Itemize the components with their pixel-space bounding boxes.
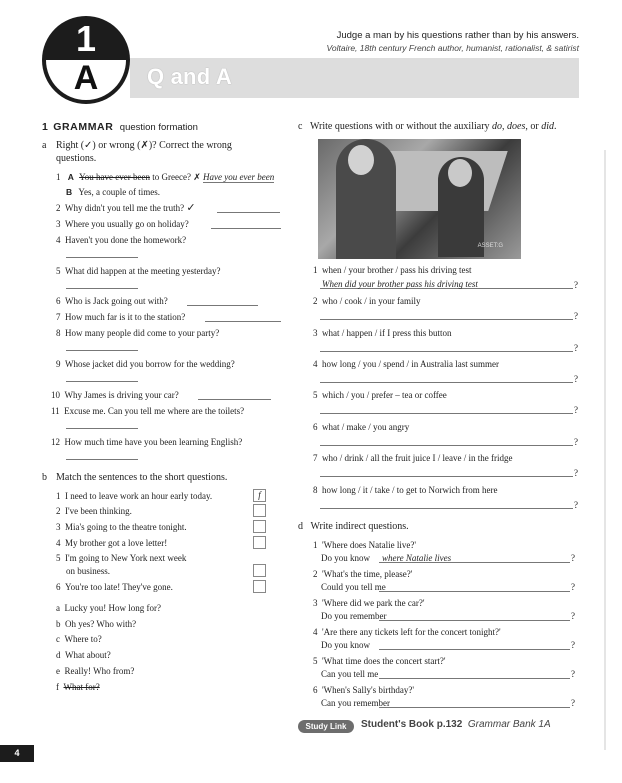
part-c-instruction: c Write questions with or without the auxiliary do, does, or did. xyxy=(298,121,557,132)
section-number: 1 xyxy=(42,121,48,133)
answer-line[interactable] xyxy=(211,228,281,229)
indirect-stem: Do you know xyxy=(321,553,370,563)
answer-box[interactable] xyxy=(253,504,266,517)
answer-line[interactable] xyxy=(379,591,570,592)
page-edge-divider xyxy=(604,150,606,750)
question-mark: ? xyxy=(574,280,578,290)
list-item: 5 I'm going to New York next week xyxy=(56,553,187,563)
short-question: b Oh yes? Who with? xyxy=(56,619,137,629)
answer-line[interactable] xyxy=(187,305,258,306)
part-a-example-b: B Yes, a couple of times. xyxy=(66,187,160,197)
question-prompt: 2 who / cook / in your family xyxy=(313,296,421,306)
question-mark: ? xyxy=(571,640,575,650)
answer-line[interactable] xyxy=(320,382,573,383)
example-answer: When did your brother pass his driving test xyxy=(322,279,478,289)
question-mark: ? xyxy=(574,405,578,415)
answer-line[interactable] xyxy=(66,459,138,460)
question-mark: ? xyxy=(574,437,578,447)
answer-line[interactable] xyxy=(198,399,271,400)
indirect-stem: Do you know xyxy=(321,640,370,650)
question-mark: ? xyxy=(574,468,578,478)
list-item: 12 How much time have you been learning English? xyxy=(51,437,243,447)
question-mark: ? xyxy=(571,553,575,563)
list-item-continued: on business. xyxy=(66,566,111,576)
answer-line[interactable] xyxy=(320,508,573,509)
answer-line[interactable] xyxy=(320,445,573,446)
part-a-letter: a xyxy=(42,140,47,151)
section-heading xyxy=(42,121,198,134)
part-d-instruction: d Write indirect questions. xyxy=(298,521,409,532)
list-item: 10 Why James is driving your car? xyxy=(51,390,179,400)
unit-badge xyxy=(42,16,130,104)
photo-label: ASSET:G xyxy=(477,243,503,249)
study-link-badge: Study Link xyxy=(298,720,354,733)
question-mark: ? xyxy=(574,343,578,353)
question-mark: ? xyxy=(571,611,575,621)
answer-line[interactable] xyxy=(379,678,570,679)
part-a-instruction-1: Right (✓) or wrong (✗)? Correct the wrong xyxy=(56,140,232,151)
answer-line[interactable] xyxy=(66,288,138,289)
answer-line[interactable] xyxy=(66,381,138,382)
list-item: 5 What did happen at the meeting yesterday? xyxy=(56,266,221,276)
answer-line[interactable] xyxy=(379,707,570,708)
indirect-stem: Do you remember xyxy=(321,611,387,621)
part-b-instruction: Match the sentences to the short questions. xyxy=(56,472,228,483)
question-prompt: 4 how long / you / spend / in Australia last summer xyxy=(313,359,499,369)
answer-line[interactable] xyxy=(379,620,570,621)
answer-line[interactable] xyxy=(320,476,573,477)
unit-number: 1 xyxy=(75,18,97,59)
struck-text: You have ever been xyxy=(79,172,150,182)
short-question: c Where to? xyxy=(56,634,102,644)
list-item: 4 Haven't you done the homework? xyxy=(56,235,187,245)
answer-box[interactable] xyxy=(253,580,266,593)
example-answer: where Natalie lives xyxy=(382,553,452,563)
question-prompt: 6 what / make / you angry xyxy=(313,422,410,432)
question-mark: ? xyxy=(571,582,575,592)
question-prompt: 1 when / your brother / pass his driving test xyxy=(313,265,472,275)
question-mark: ? xyxy=(574,311,578,321)
unit-letter: A xyxy=(46,60,126,100)
question-mark: ? xyxy=(571,669,575,679)
section-subtitle: question formation xyxy=(119,122,198,133)
list-item: 8 How many people did come to your party? xyxy=(56,328,220,338)
question-prompt: 5 which / you / prefer – tea or coffee xyxy=(313,390,447,400)
study-link-reference: Student's Book p.132 Grammar Bank 1A xyxy=(361,719,551,730)
photo-two-men-car xyxy=(318,139,521,259)
part-a-example: 1 A You have ever been to Greece? ✗ Have you ever been xyxy=(56,172,275,182)
part-a-instruction-2: questions. xyxy=(56,153,97,164)
answer-box[interactable] xyxy=(253,564,266,577)
indirect-stem: Can you remember xyxy=(321,698,390,708)
question-mark: ? xyxy=(574,500,578,510)
answer-line[interactable] xyxy=(66,257,138,258)
direct-question: 1 'Where does Natalie live?' xyxy=(313,540,416,550)
answer-line[interactable] xyxy=(320,351,573,352)
list-item: 6 You're too late! They've gone. xyxy=(56,582,173,592)
list-item: 7 How much far is it to the station? xyxy=(56,312,186,322)
page-number: 4 xyxy=(0,745,34,762)
direct-question: 3 'Where did we park the car?' xyxy=(313,598,425,608)
question-prompt: 8 how long / it / take / to get to Norwich from here xyxy=(313,485,498,495)
quote-text: Judge a man by his questions rather than by his answers. xyxy=(336,30,579,41)
indirect-stem: Could you tell me xyxy=(321,582,386,592)
short-question: d What about? xyxy=(56,650,111,660)
short-question: f What for? xyxy=(56,682,100,692)
list-item: 1 I need to leave work an hour early today. xyxy=(56,491,213,501)
answer-line[interactable] xyxy=(205,321,281,322)
answer-box[interactable]: f xyxy=(253,489,266,502)
part-b-letter: b xyxy=(42,472,47,483)
list-item: 6 Who is Jack going out with? xyxy=(56,296,168,306)
answer-line[interactable] xyxy=(379,649,570,650)
list-item: 3 Mia's going to the theatre tonight. xyxy=(56,522,187,532)
answer-box[interactable] xyxy=(253,520,266,533)
example-answer: Have you ever been xyxy=(203,172,275,182)
answer-box[interactable] xyxy=(253,536,266,549)
list-item: 4 My brother got a love letter! xyxy=(56,538,168,548)
question-mark: ? xyxy=(571,698,575,708)
list-item: 2 I've been thinking. xyxy=(56,506,132,516)
list-item: 2 Why didn't you tell me the truth? ✓ xyxy=(56,202,196,214)
answer-line[interactable] xyxy=(320,319,573,320)
direct-question: 2 'What's the time, please?' xyxy=(313,569,413,579)
question-mark: ? xyxy=(574,374,578,384)
question-prompt: 7 who / drink / all the fruit juice I / leave / in the fridge xyxy=(313,453,513,463)
page-title: Q and A xyxy=(147,64,232,89)
answer-line[interactable] xyxy=(66,350,138,351)
answer-line[interactable] xyxy=(320,413,573,414)
right-mark: ✓ xyxy=(186,202,196,214)
direct-question: 5 'What time does the concert start?' xyxy=(313,656,446,666)
short-question: e Really! Who from? xyxy=(56,666,135,676)
list-item: 11 Excuse me. Can you tell me where are the toilets? xyxy=(51,406,245,416)
indirect-stem: Can you tell me xyxy=(321,669,379,679)
direct-question: 6 'When's Sally's birthday?' xyxy=(313,685,414,695)
section-title: GRAMMAR xyxy=(53,121,114,133)
short-question: a Lucky you! How long for? xyxy=(56,603,161,613)
list-item: 9 Whose jacket did you borrow for the wedding? xyxy=(56,359,235,369)
answer-line[interactable] xyxy=(66,428,138,429)
answer-line[interactable] xyxy=(217,212,280,213)
quote-author: Voltaire, 18th century French author, humanist, rationalist, & satirist xyxy=(326,43,579,53)
wrong-mark: ✗ xyxy=(193,172,201,182)
direct-question: 4 'Are there any tickets left for the concert tonight?' xyxy=(313,627,501,637)
list-item: 3 Where you usually go on holiday? xyxy=(56,219,189,229)
question-prompt: 3 what / happen / if I press this button xyxy=(313,328,452,338)
